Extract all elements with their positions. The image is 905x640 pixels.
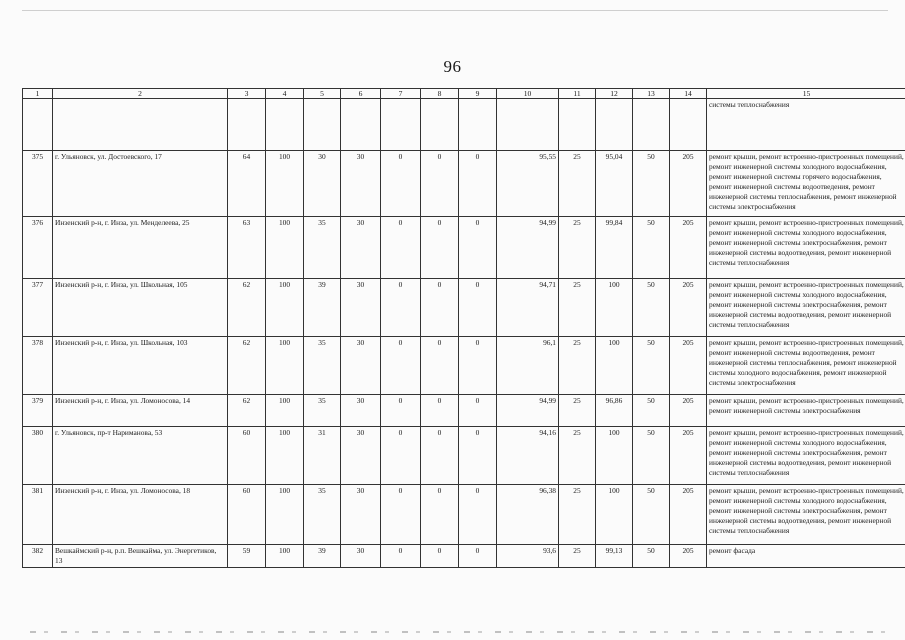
value-cell: 62 <box>228 337 266 395</box>
column-number: 9 <box>459 89 497 99</box>
works-cell: ремонт фасада <box>707 545 905 568</box>
address-cell: г. Ульяновск, ул. Достоевского, 17 <box>53 151 228 217</box>
value-cell: 100 <box>266 217 304 279</box>
value-cell: 0 <box>381 395 421 427</box>
value-cell: 0 <box>421 485 459 545</box>
address-cell: Инзенский р-н, г. Инза, ул. Менделеева, 25 <box>53 217 228 279</box>
row-number-cell: 380 <box>23 427 53 485</box>
value-cell: 50 <box>633 427 670 485</box>
table-row <box>23 395 905 427</box>
table-row <box>23 427 905 485</box>
table-row <box>23 337 905 395</box>
page-number: 96 <box>443 57 462 76</box>
value-cell: 0 <box>381 337 421 395</box>
value-cell: 63 <box>228 217 266 279</box>
value-cell: 50 <box>633 337 670 395</box>
table-row <box>23 485 905 545</box>
value-cell: 100 <box>596 279 633 337</box>
value-cell: 100 <box>596 485 633 545</box>
column-number: 4 <box>266 89 304 99</box>
value-cell: 0 <box>381 427 421 485</box>
row-number-cell: 377 <box>23 279 53 337</box>
address-cell: Инзенский р-н, г. Инза, ул. Ломоносова, 14 <box>53 395 228 427</box>
value-cell: 30 <box>341 485 381 545</box>
value-cell: 30 <box>341 279 381 337</box>
table-row <box>23 279 905 337</box>
value-cell: 205 <box>670 545 707 568</box>
works-cell: ремонт крыши, ремонт встроенно-пристроенных помещений, ремонт инженерной системы холодного водоснабжения, ремонт инженерной системы горячего водоснабжения, ремонт инженерной системы водоотведения, ремонт инженерной системы теплоснабжения, ремонт инженерной системы электроснабжения <box>707 151 905 217</box>
works-cell: ремонт крыши, ремонт встроенно-пристроенных помещений, ремонт инженерной системы электроснабжения <box>707 395 905 427</box>
column-number: 5 <box>304 89 341 99</box>
value-cell: 60 <box>228 427 266 485</box>
row-number-cell: 376 <box>23 217 53 279</box>
value-cell: 50 <box>633 217 670 279</box>
works-cell: системы теплоснабжения <box>707 99 905 151</box>
value-cell: 59 <box>228 545 266 568</box>
value-cell: 96,1 <box>497 337 559 395</box>
value-cell: 100 <box>596 427 633 485</box>
value-cell: 50 <box>633 279 670 337</box>
value-cell: 35 <box>304 395 341 427</box>
value-cell: 94,16 <box>497 427 559 485</box>
value-cell: 50 <box>633 485 670 545</box>
value-cell: 25 <box>559 395 596 427</box>
value-cell: 62 <box>228 395 266 427</box>
value-cell: 0 <box>459 395 497 427</box>
value-cell: 95,04 <box>596 151 633 217</box>
value-cell: 100 <box>266 545 304 568</box>
value-cell: 96,38 <box>497 485 559 545</box>
value-cell: 99,13 <box>596 545 633 568</box>
scan-edge-line <box>22 10 888 11</box>
column-number: 2 <box>53 89 228 99</box>
value-cell: 30 <box>341 427 381 485</box>
value-cell: 96,86 <box>596 395 633 427</box>
value-cell: 30 <box>341 395 381 427</box>
address-cell: Инзенский р-н, г. Инза, ул. Ломоносова, 18 <box>53 485 228 545</box>
value-cell: 64 <box>228 151 266 217</box>
value-cell: 30 <box>341 337 381 395</box>
value-cell: 94,99 <box>497 395 559 427</box>
value-cell: 30 <box>341 545 381 568</box>
value-cell: 0 <box>459 151 497 217</box>
value-cell: 35 <box>304 217 341 279</box>
value-cell: 205 <box>670 279 707 337</box>
value-cell: 35 <box>304 337 341 395</box>
value-cell: 25 <box>559 151 596 217</box>
value-cell: 30 <box>341 217 381 279</box>
value-cell: 100 <box>266 427 304 485</box>
works-cell: ремонт крыши, ремонт встроенно-пристроенных помещений, ремонт инженерной системы холодного водоснабжения, ремонт инженерной системы электроснабжения, ремонт инженерной системы водоотведения, ремонт инженерной системы теплоснабжения <box>707 485 905 545</box>
value-cell: 0 <box>421 279 459 337</box>
value-cell: 0 <box>421 151 459 217</box>
table-row <box>23 151 905 217</box>
column-number: 8 <box>421 89 459 99</box>
value-cell: 100 <box>266 151 304 217</box>
value-cell: 205 <box>670 217 707 279</box>
value-cell: 39 <box>304 545 341 568</box>
value-cell: 205 <box>670 485 707 545</box>
value-cell: 0 <box>421 545 459 568</box>
column-number: 11 <box>559 89 596 99</box>
value-cell: 0 <box>459 217 497 279</box>
value-cell: 0 <box>421 337 459 395</box>
value-cell: 205 <box>670 395 707 427</box>
value-cell: 39 <box>304 279 341 337</box>
works-cell: ремонт крыши, ремонт встроенно-пристроенных помещений, ремонт инженерной системы холодного водоснабжения, ремонт инженерной системы электроснабжения, ремонт инженерной системы водоотведения, ремонт инженерной системы теплоснабжения <box>707 427 905 485</box>
column-number: 1 <box>23 89 53 99</box>
value-cell: 100 <box>266 279 304 337</box>
value-cell: 0 <box>381 217 421 279</box>
value-cell: 62 <box>228 279 266 337</box>
value-cell: 31 <box>304 427 341 485</box>
value-cell: 0 <box>421 395 459 427</box>
address-cell: Инзенский р-н, г. Инза, ул. Школьная, 103 <box>53 337 228 395</box>
address-cell: Вешкаймский р-н, р.п. Вешкайма, ул. Энергетиков, 13 <box>53 545 228 568</box>
value-cell: 25 <box>559 217 596 279</box>
repair-registry-table <box>22 88 905 568</box>
value-cell: 50 <box>633 151 670 217</box>
column-number-row <box>23 89 905 99</box>
value-cell: 30 <box>341 151 381 217</box>
address-cell: Инзенский р-н, г. Инза, ул. Школьная, 105 <box>53 279 228 337</box>
value-cell: 205 <box>670 337 707 395</box>
value-cell: 25 <box>559 545 596 568</box>
value-cell: 0 <box>421 217 459 279</box>
value-cell: 94,71 <box>497 279 559 337</box>
value-cell: 0 <box>381 151 421 217</box>
value-cell: 25 <box>559 279 596 337</box>
value-cell: 0 <box>381 279 421 337</box>
table-row <box>23 545 905 568</box>
value-cell: 50 <box>633 545 670 568</box>
column-number: 12 <box>596 89 633 99</box>
value-cell: 94,99 <box>497 217 559 279</box>
value-cell: 100 <box>266 395 304 427</box>
value-cell: 0 <box>459 545 497 568</box>
value-cell: 25 <box>559 337 596 395</box>
column-number: 6 <box>341 89 381 99</box>
table-row <box>23 217 905 279</box>
column-number: 13 <box>633 89 670 99</box>
row-number-cell: 375 <box>23 151 53 217</box>
value-cell: 0 <box>459 427 497 485</box>
value-cell: 25 <box>559 485 596 545</box>
row-number-cell: 379 <box>23 395 53 427</box>
works-cell: ремонт крыши, ремонт встроенно-пристроенных помещений, ремонт инженерной системы холодного водоснабжения, ремонт инженерной системы электроснабжения, ремонт инженерной системы водоотведения, ремонт инженерной системы теплоснабжения <box>707 279 905 337</box>
value-cell: 35 <box>304 485 341 545</box>
column-number: 14 <box>670 89 707 99</box>
value-cell: 100 <box>266 337 304 395</box>
column-number: 7 <box>381 89 421 99</box>
value-cell: 0 <box>459 279 497 337</box>
value-cell: 25 <box>559 427 596 485</box>
works-cell: ремонт крыши, ремонт встроенно-пристроенных помещений, ремонт инженерной системы холодного водоснабжения, ремонт инженерной системы электроснабжения, ремонт инженерной системы водоотведения, ремонт инженерной системы теплоснабжения <box>707 217 905 279</box>
row-number-cell: 382 <box>23 545 53 568</box>
value-cell: 205 <box>670 427 707 485</box>
column-number: 3 <box>228 89 266 99</box>
row-number-cell: 381 <box>23 485 53 545</box>
value-cell: 99,84 <box>596 217 633 279</box>
continuation-row <box>23 99 905 151</box>
value-cell: 95,55 <box>497 151 559 217</box>
value-cell: 60 <box>228 485 266 545</box>
value-cell: 93,6 <box>497 545 559 568</box>
value-cell: 100 <box>266 485 304 545</box>
works-cell: ремонт крыши, ремонт встроенно-пристроенных помещений, ремонт инженерной системы водоотведения, ремонт инженерной системы теплоснабжения, ремонт инженерной системы холодного водоснабжения, ремонт инженерной системы электроснабжения <box>707 337 905 395</box>
value-cell: 0 <box>381 485 421 545</box>
value-cell: 50 <box>633 395 670 427</box>
column-number: 10 <box>497 89 559 99</box>
value-cell: 0 <box>459 485 497 545</box>
scan-artifact <box>30 631 890 633</box>
value-cell: 100 <box>596 337 633 395</box>
value-cell: 30 <box>304 151 341 217</box>
value-cell: 0 <box>381 545 421 568</box>
row-number-cell: 378 <box>23 337 53 395</box>
value-cell: 205 <box>670 151 707 217</box>
value-cell: 0 <box>421 427 459 485</box>
column-number: 15 <box>707 89 905 99</box>
value-cell: 0 <box>459 337 497 395</box>
address-cell: г. Ульяновск, пр-т Нариманова, 53 <box>53 427 228 485</box>
